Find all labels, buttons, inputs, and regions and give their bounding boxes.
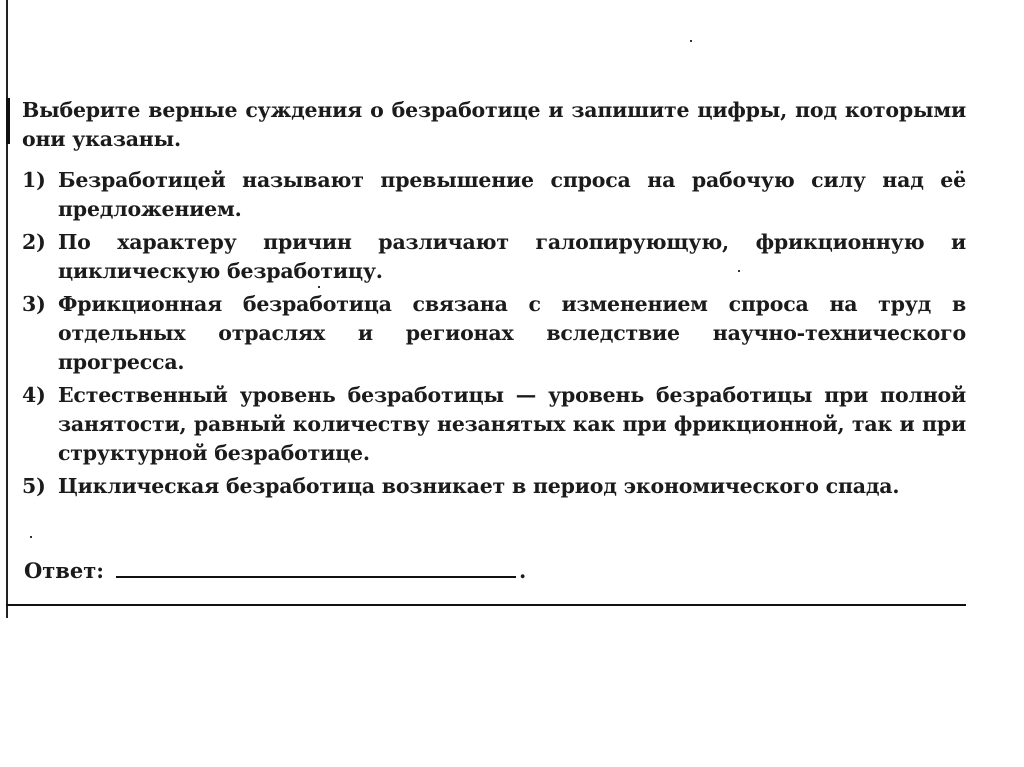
- answer-label: Ответ:: [24, 558, 105, 583]
- question-intro: Выберите верные суждения о безработице и запишите цифры, под которыми они указаны.: [22, 98, 966, 151]
- statement-item: [22, 381, 966, 468]
- statement-item: [22, 166, 966, 224]
- statement-number: 1): [22, 168, 46, 192]
- statement-number: 5): [22, 474, 46, 498]
- answer-row: [24, 558, 526, 583]
- statement-number: 3): [22, 292, 46, 316]
- statement-item: [22, 290, 966, 377]
- statement-item: [22, 228, 966, 286]
- scan-speck: [30, 536, 32, 538]
- page-left-border: [6, 0, 8, 618]
- statement-text: Фрикционная безработица связана с изменением спроса на труд в отдельных отраслях и регионах вследствие научно-технического прогресса.: [58, 292, 966, 374]
- statement-text: По характеру причин различают галопирующую, фрикционную и циклическую безработицу.: [58, 230, 966, 283]
- scan-speck: [690, 40, 692, 42]
- statement-list: [22, 166, 966, 501]
- question-block: [22, 96, 966, 505]
- statement-text: Естественный уровень безработицы — уровень безработицы при полной занятости, равный количеству незанятых как при фрикционной, так и при структурной безработице.: [58, 383, 966, 465]
- page-bottom-rule: [6, 604, 966, 606]
- question-marker-bar: [6, 98, 10, 144]
- answer-blank[interactable]: [116, 575, 516, 578]
- statement-item: [22, 472, 966, 501]
- answer-end-mark: .: [519, 558, 527, 583]
- statement-number: 2): [22, 230, 46, 254]
- scan-speck: [738, 270, 740, 272]
- scan-speck: [318, 286, 320, 288]
- statement-text: Циклическая безработица возникает в период экономического спада.: [58, 474, 900, 498]
- statement-text: Безработицей называют превышение спроса на рабочую силу над её предложением.: [58, 168, 966, 221]
- statement-number: 4): [22, 383, 46, 407]
